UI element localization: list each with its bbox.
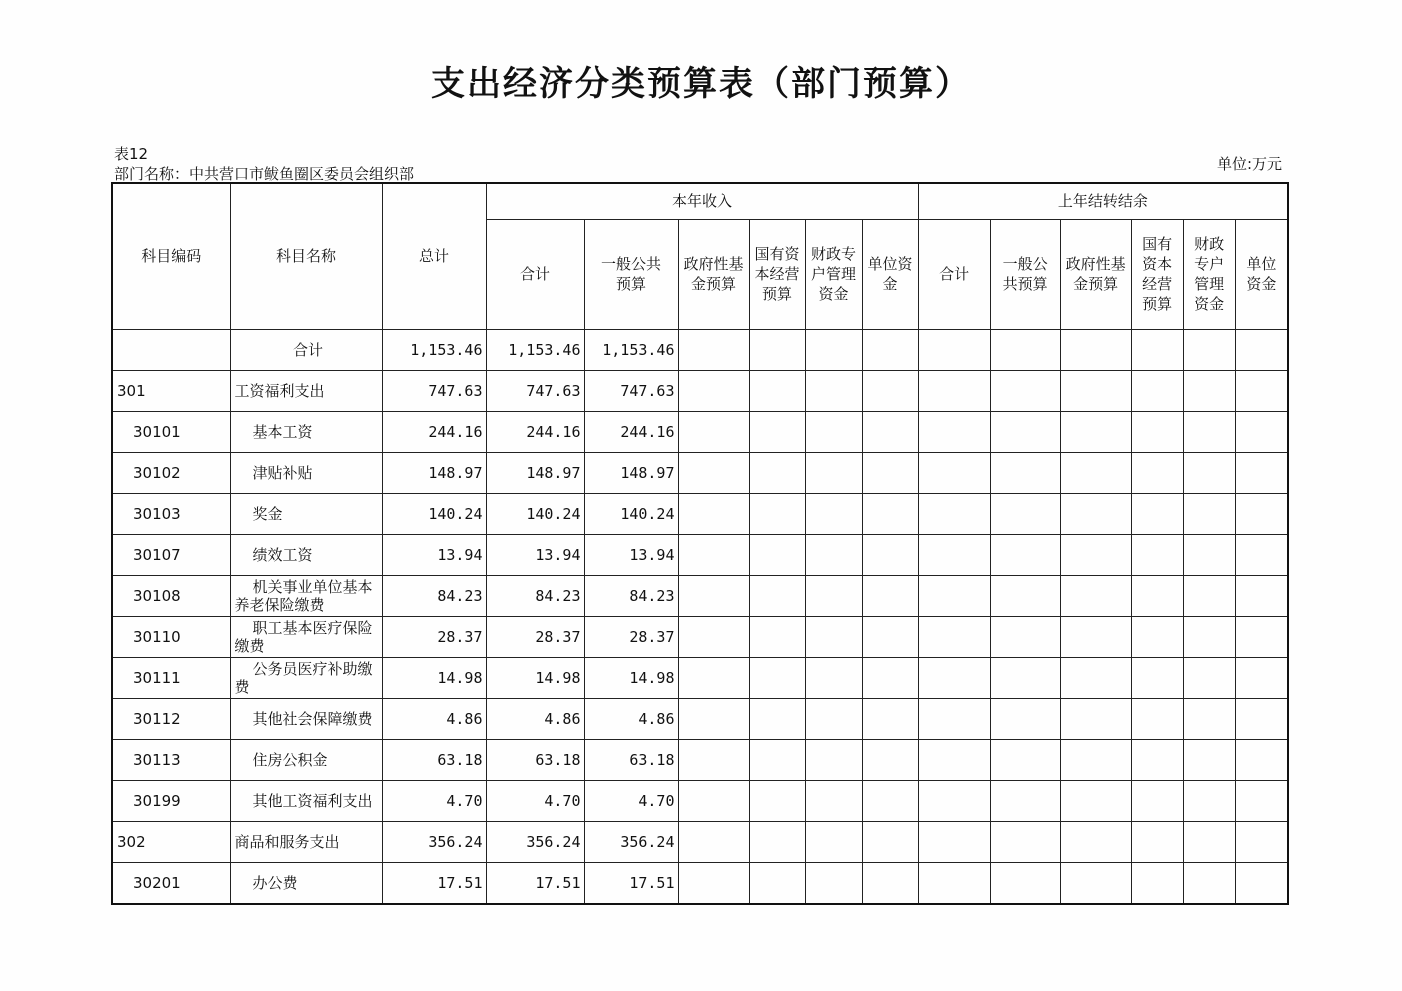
cell-empty	[918, 862, 990, 904]
cell-total: 13.94	[382, 534, 486, 575]
header-carryover: 上年结转结余	[918, 183, 1288, 219]
cell-name: 基本工资	[230, 411, 382, 452]
cell-name: 办公费	[230, 862, 382, 904]
header-cur-fund: 政府性基金预算	[678, 219, 749, 329]
cell-sum: 13.94	[486, 534, 584, 575]
cell-name: 住房公积金	[230, 739, 382, 780]
cell-empty	[1235, 616, 1288, 657]
header-current-income: 本年收入	[486, 183, 918, 219]
cell-empty	[1183, 739, 1235, 780]
cell-empty	[749, 534, 805, 575]
table-row	[112, 862, 1288, 904]
cell-general: 1,153.46	[584, 329, 678, 370]
cell-empty	[678, 575, 749, 616]
cell-empty	[1183, 657, 1235, 698]
cell-empty	[862, 862, 918, 904]
cell-sum: 84.23	[486, 575, 584, 616]
cell-empty	[1131, 452, 1183, 493]
cell-empty	[749, 780, 805, 821]
cell-empty	[990, 739, 1060, 780]
cell-empty	[1060, 534, 1131, 575]
cell-empty	[1131, 616, 1183, 657]
cell-empty	[1060, 616, 1131, 657]
cell-name: 其他社会保障缴费	[230, 698, 382, 739]
cell-empty	[990, 452, 1060, 493]
cell-total: 4.70	[382, 780, 486, 821]
cell-empty	[805, 739, 862, 780]
cell-general: 356.24	[584, 821, 678, 862]
cell-empty	[918, 370, 990, 411]
cell-sum: 1,153.46	[486, 329, 584, 370]
cell-general: 148.97	[584, 452, 678, 493]
cell-total: 14.98	[382, 657, 486, 698]
cell-code: 301	[112, 370, 230, 411]
cell-code: 30112	[112, 698, 230, 739]
cell-code	[112, 329, 230, 370]
cell-empty	[1183, 370, 1235, 411]
header-cur-unit-fund: 单位资金	[862, 219, 918, 329]
cell-total: 63.18	[382, 739, 486, 780]
table-row	[112, 534, 1288, 575]
cell-empty	[1060, 698, 1131, 739]
cell-sum: 28.37	[486, 616, 584, 657]
header-code: 科目编码	[112, 183, 230, 329]
cell-empty	[805, 616, 862, 657]
cell-empty	[805, 698, 862, 739]
cell-empty	[1183, 329, 1235, 370]
cell-empty	[749, 411, 805, 452]
cell-empty	[678, 698, 749, 739]
header-cur-special-account: 财政专户管理资金	[805, 219, 862, 329]
cell-code: 30108	[112, 575, 230, 616]
cell-empty	[918, 329, 990, 370]
table-row	[112, 821, 1288, 862]
cell-total: 1,153.46	[382, 329, 486, 370]
budget-table	[111, 182, 1289, 905]
table-row	[112, 575, 1288, 616]
table-row	[112, 698, 1288, 739]
cell-empty	[1183, 616, 1235, 657]
cell-empty	[1131, 329, 1183, 370]
cell-name: 奖金	[230, 493, 382, 534]
cell-general: 4.70	[584, 780, 678, 821]
cell-sum: 140.24	[486, 493, 584, 534]
cell-name: 绩效工资	[230, 534, 382, 575]
header-cur-sum: 合计	[486, 219, 584, 329]
cell-empty	[990, 862, 1060, 904]
cell-empty	[1060, 821, 1131, 862]
cell-sum: 356.24	[486, 821, 584, 862]
cell-empty	[1060, 862, 1131, 904]
cell-empty	[1235, 329, 1288, 370]
cell-empty	[1131, 657, 1183, 698]
cell-name: 机关事业单位基本养老保险缴费	[230, 575, 382, 616]
cell-empty	[1060, 452, 1131, 493]
cell-empty	[1060, 411, 1131, 452]
cell-empty	[1131, 698, 1183, 739]
cell-empty	[918, 575, 990, 616]
cell-empty	[1131, 534, 1183, 575]
cell-empty	[918, 616, 990, 657]
cell-empty	[805, 493, 862, 534]
cell-sum: 63.18	[486, 739, 584, 780]
cell-total: 28.37	[382, 616, 486, 657]
cell-empty	[805, 780, 862, 821]
cell-empty	[1235, 698, 1288, 739]
cell-empty	[1131, 411, 1183, 452]
cell-general: 17.51	[584, 862, 678, 904]
cell-empty	[918, 698, 990, 739]
header-cur-state-capital: 国有资本经营预算	[749, 219, 805, 329]
header-prev-state-capital: 国有资本经营预算	[1131, 219, 1183, 329]
cell-sum: 747.63	[486, 370, 584, 411]
cell-empty	[862, 657, 918, 698]
cell-name: 其他工资福利支出	[230, 780, 382, 821]
cell-empty	[678, 616, 749, 657]
cell-empty	[862, 575, 918, 616]
cell-total: 140.24	[382, 493, 486, 534]
cell-empty	[1183, 698, 1235, 739]
cell-empty	[918, 780, 990, 821]
cell-code: 30107	[112, 534, 230, 575]
cell-empty	[1183, 780, 1235, 821]
cell-general: 747.63	[584, 370, 678, 411]
cell-empty	[1235, 821, 1288, 862]
cell-empty	[990, 698, 1060, 739]
header-prev-unit-fund: 单位资金	[1235, 219, 1288, 329]
cell-empty	[678, 329, 749, 370]
cell-empty	[862, 534, 918, 575]
cell-empty	[1235, 739, 1288, 780]
cell-empty	[918, 657, 990, 698]
cell-empty	[1060, 493, 1131, 534]
cell-total: 148.97	[382, 452, 486, 493]
cell-name: 职工基本医疗保险缴费	[230, 616, 382, 657]
cell-name: 公务员医疗补助缴费	[230, 657, 382, 698]
cell-empty	[1131, 862, 1183, 904]
cell-general: 140.24	[584, 493, 678, 534]
cell-empty	[678, 452, 749, 493]
cell-empty	[862, 370, 918, 411]
cell-empty	[805, 411, 862, 452]
cell-code: 30102	[112, 452, 230, 493]
cell-general: 244.16	[584, 411, 678, 452]
cell-empty	[1183, 411, 1235, 452]
unit-label: 单位:万元	[1216, 155, 1282, 173]
cell-empty	[990, 411, 1060, 452]
cell-empty	[990, 493, 1060, 534]
cell-general: 84.23	[584, 575, 678, 616]
cell-empty	[1235, 862, 1288, 904]
cell-empty	[1235, 780, 1288, 821]
cell-general: 28.37	[584, 616, 678, 657]
cell-general: 4.86	[584, 698, 678, 739]
cell-empty	[1131, 493, 1183, 534]
cell-empty	[918, 452, 990, 493]
cell-total: 747.63	[382, 370, 486, 411]
cell-empty	[990, 370, 1060, 411]
cell-empty	[862, 616, 918, 657]
header-total: 总计	[382, 183, 486, 329]
table-row	[112, 411, 1288, 452]
cell-empty	[678, 657, 749, 698]
cell-sum: 244.16	[486, 411, 584, 452]
cell-empty	[1060, 370, 1131, 411]
cell-empty	[1183, 534, 1235, 575]
cell-total: 356.24	[382, 821, 486, 862]
header-cur-general: 一般公共预算	[584, 219, 678, 329]
cell-empty	[1060, 739, 1131, 780]
cell-empty	[1235, 493, 1288, 534]
cell-empty	[990, 575, 1060, 616]
cell-empty	[749, 616, 805, 657]
header-name: 科目名称	[230, 183, 382, 329]
cell-empty	[918, 411, 990, 452]
table-row	[112, 329, 1288, 370]
table-row	[112, 739, 1288, 780]
header-prev-special-account: 财政专户管理资金	[1183, 219, 1235, 329]
cell-code: 30111	[112, 657, 230, 698]
cell-empty	[1060, 657, 1131, 698]
cell-empty	[1183, 452, 1235, 493]
cell-empty	[1131, 821, 1183, 862]
cell-general: 63.18	[584, 739, 678, 780]
cell-empty	[1060, 329, 1131, 370]
cell-empty	[990, 616, 1060, 657]
cell-empty	[678, 739, 749, 780]
cell-empty	[990, 534, 1060, 575]
cell-empty	[805, 657, 862, 698]
cell-empty	[1183, 493, 1235, 534]
table-row	[112, 657, 1288, 698]
header-prev-sum: 合计	[918, 219, 990, 329]
cell-empty	[749, 493, 805, 534]
cell-sum: 4.86	[486, 698, 584, 739]
cell-empty	[749, 698, 805, 739]
cell-empty	[1131, 739, 1183, 780]
cell-code: 30103	[112, 493, 230, 534]
page-title: 支出经济分类预算表（部门预算）	[431, 64, 971, 104]
cell-empty	[749, 329, 805, 370]
cell-empty	[1235, 452, 1288, 493]
cell-empty	[805, 821, 862, 862]
cell-total: 17.51	[382, 862, 486, 904]
table-row	[112, 452, 1288, 493]
cell-empty	[862, 493, 918, 534]
cell-general: 13.94	[584, 534, 678, 575]
cell-empty	[1183, 862, 1235, 904]
cell-general: 14.98	[584, 657, 678, 698]
cell-empty	[1183, 821, 1235, 862]
cell-sum: 17.51	[486, 862, 584, 904]
cell-sum: 4.70	[486, 780, 584, 821]
cell-empty	[678, 821, 749, 862]
cell-empty	[678, 370, 749, 411]
cell-name: 工资福利支出	[230, 370, 382, 411]
cell-code: 30201	[112, 862, 230, 904]
table-row	[112, 370, 1288, 411]
cell-empty	[749, 452, 805, 493]
cell-empty	[678, 780, 749, 821]
cell-empty	[918, 534, 990, 575]
cell-empty	[862, 780, 918, 821]
cell-empty	[678, 534, 749, 575]
cell-empty	[749, 862, 805, 904]
table-row	[112, 493, 1288, 534]
department-name: 部门名称：中共营口市鲅鱼圈区委员会组织部	[114, 165, 415, 183]
cell-empty	[805, 534, 862, 575]
cell-empty	[1183, 575, 1235, 616]
cell-total: 244.16	[382, 411, 486, 452]
cell-sum: 148.97	[486, 452, 584, 493]
cell-code: 302	[112, 821, 230, 862]
cell-empty	[805, 452, 862, 493]
cell-empty	[749, 657, 805, 698]
cell-empty	[918, 493, 990, 534]
cell-empty	[1131, 575, 1183, 616]
cell-empty	[990, 329, 1060, 370]
cell-name: 津贴补贴	[230, 452, 382, 493]
cell-empty	[862, 329, 918, 370]
cell-code: 30101	[112, 411, 230, 452]
cell-code: 30199	[112, 780, 230, 821]
cell-empty	[1060, 575, 1131, 616]
cell-empty	[1235, 575, 1288, 616]
cell-empty	[862, 739, 918, 780]
cell-empty	[990, 657, 1060, 698]
table-number: 表12	[114, 145, 149, 163]
cell-empty	[678, 862, 749, 904]
cell-empty	[749, 821, 805, 862]
cell-code: 30110	[112, 616, 230, 657]
cell-empty	[749, 739, 805, 780]
cell-empty	[918, 821, 990, 862]
cell-empty	[1131, 780, 1183, 821]
cell-sum: 14.98	[486, 657, 584, 698]
cell-empty	[678, 411, 749, 452]
cell-empty	[678, 493, 749, 534]
table-row	[112, 780, 1288, 821]
cell-empty	[749, 370, 805, 411]
header-prev-general: 一般公共预算	[990, 219, 1060, 329]
cell-name: 商品和服务支出	[230, 821, 382, 862]
cell-empty	[1060, 780, 1131, 821]
header-prev-fund: 政府性基金预算	[1060, 219, 1131, 329]
cell-empty	[805, 370, 862, 411]
cell-empty	[1131, 370, 1183, 411]
cell-empty	[1235, 370, 1288, 411]
table-row	[112, 616, 1288, 657]
cell-code: 30113	[112, 739, 230, 780]
cell-empty	[862, 452, 918, 493]
cell-name: 合计	[230, 329, 382, 370]
cell-empty	[862, 821, 918, 862]
cell-empty	[862, 698, 918, 739]
cell-empty	[862, 411, 918, 452]
cell-total: 84.23	[382, 575, 486, 616]
cell-total: 4.86	[382, 698, 486, 739]
cell-empty	[990, 780, 1060, 821]
cell-empty	[805, 329, 862, 370]
cell-empty	[805, 575, 862, 616]
cell-empty	[749, 575, 805, 616]
cell-empty	[1235, 534, 1288, 575]
cell-empty	[1235, 657, 1288, 698]
cell-empty	[918, 739, 990, 780]
cell-empty	[1235, 411, 1288, 452]
cell-empty	[990, 821, 1060, 862]
cell-empty	[805, 862, 862, 904]
